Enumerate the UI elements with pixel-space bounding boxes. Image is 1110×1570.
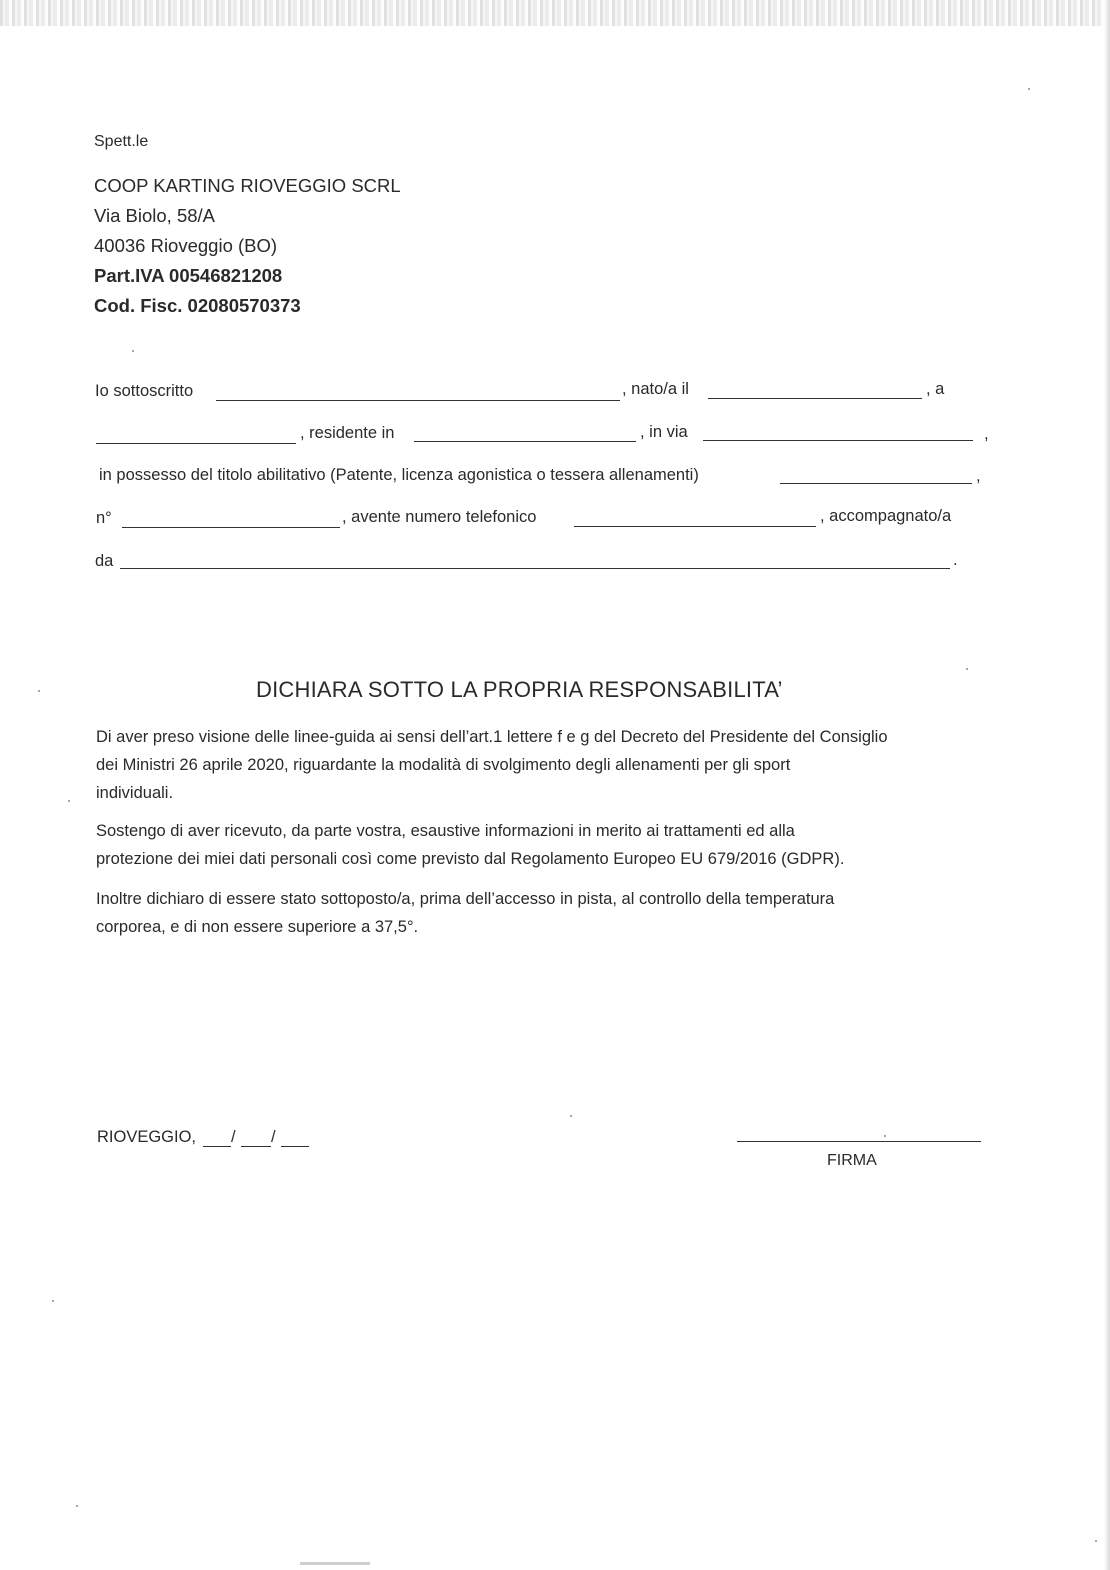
date-separator: / [231, 1128, 236, 1146]
scan-speck [76, 1505, 78, 1507]
scan-speck [966, 668, 968, 670]
field-license-number[interactable] [122, 527, 340, 528]
field-license-type[interactable] [780, 483, 972, 484]
company-tax-code: Cod. Fisc. 02080570373 [94, 295, 301, 316]
field-date-month[interactable] [241, 1146, 271, 1147]
scan-speck [132, 350, 134, 352]
signature-label: FIRMA [827, 1152, 877, 1169]
scan-speck [1028, 88, 1030, 90]
label-number: n° [96, 509, 112, 527]
label-accompanied: , accompagnato/a [820, 507, 952, 525]
field-birth-place[interactable] [96, 443, 296, 444]
scan-speck [884, 1135, 886, 1137]
declaration-paragraph-1 [96, 723, 1001, 807]
label-phone: , avente numero telefonico [342, 508, 537, 526]
field-birth-date[interactable] [708, 398, 922, 399]
field-residence-street[interactable] [703, 440, 973, 441]
scan-edge-right [1104, 0, 1110, 1570]
field-companion[interactable] [120, 568, 950, 569]
scan-speck [38, 690, 40, 692]
company-vat: Part.IVA 00546821208 [94, 265, 283, 286]
paragraph-line: Sostengo di aver ricevuto, da parte vostra, esaustive informazioni in merito ai trattamenti ed alla [96, 822, 795, 840]
declaration-paragraph-2 [96, 817, 1001, 873]
declaration-paragraph-3 [96, 885, 1001, 941]
company-street: Via Biolo, 58/A [94, 205, 216, 226]
date-separator: / [271, 1128, 276, 1146]
field-residence-city[interactable] [414, 441, 636, 442]
label-born-on: , nato/a il [622, 380, 689, 398]
scan-speck [570, 1115, 572, 1117]
field-phone-number[interactable] [574, 526, 816, 527]
line2-comma: , [984, 425, 989, 443]
company-name: COOP KARTING RIOVEGGIO SCRL [94, 175, 401, 196]
field-date-year[interactable] [281, 1146, 309, 1147]
label-street: , in via [640, 423, 688, 441]
paragraph-line: individuali. [96, 784, 174, 802]
scan-mark-bottom [300, 1562, 370, 1565]
field-full-name[interactable] [216, 400, 620, 401]
field-signature[interactable] [737, 1141, 981, 1142]
scan-edge-top [0, 0, 1110, 26]
scan-speck [1095, 1540, 1097, 1542]
paragraph-line: dei Ministri 26 aprile 2020, riguardante la modalità di svolgimento degli allenamenti per gli sport [96, 756, 791, 774]
scan-speck [52, 1300, 54, 1302]
paragraph-line: corporea, e di non essere superiore a 37,5°. [96, 918, 419, 936]
label-born-in: , a [926, 380, 945, 398]
declaration-heading: DICHIARA SOTTO LA PROPRIA RESPONSABILITA’ [256, 677, 783, 702]
paragraph-line: Inoltre dichiaro di essere stato sottoposto/a, prima dell’accesso in pista, al controllo della temperatura [96, 890, 835, 908]
paragraph-line: protezione dei miei dati personali così come previsto dal Regolamento Europeo EU 679/2016 (GDPR). [96, 850, 845, 868]
salutation: Spett.le [94, 133, 149, 150]
line5-period: . [953, 551, 958, 569]
place-label: RIOVEGGIO, [97, 1128, 197, 1146]
company-city: 40036 Rioveggio (BO) [94, 235, 278, 256]
line3-comma: , [976, 467, 981, 485]
field-date-day[interactable] [203, 1146, 231, 1147]
label-undersigned: Io sottoscritto [95, 382, 194, 400]
label-by: da [95, 552, 114, 570]
label-license: in possesso del titolo abilitativo (Patente, licenza agonistica o tessera allenamenti) [99, 466, 699, 484]
label-resident-in: , residente in [300, 424, 395, 442]
scan-speck [68, 800, 70, 802]
paragraph-line: Di aver preso visione delle linee-guida ai sensi dell’art.1 lettere f e g del Decreto del Presidente del Consiglio [96, 728, 888, 746]
